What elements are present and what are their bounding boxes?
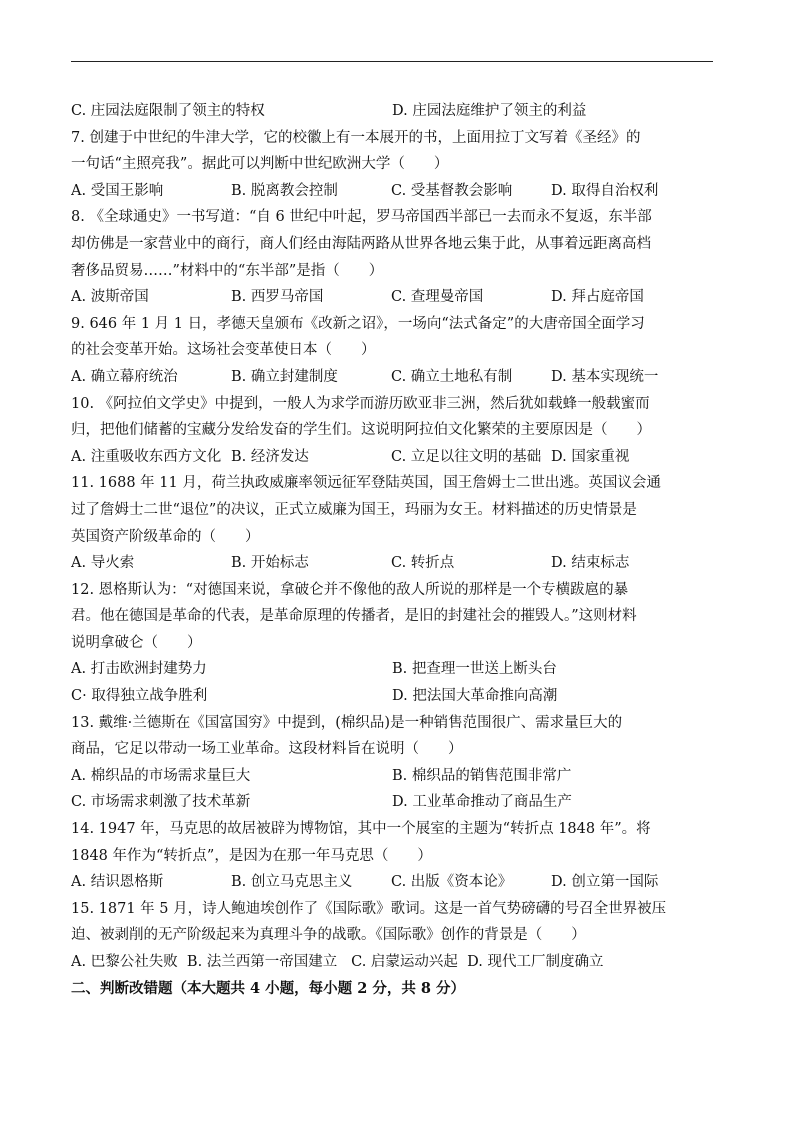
option-d: D. 创立第一国际 — [551, 874, 659, 891]
question-text: 商品，它足以带动一场工业革命。这段材料旨在说明（ ） — [71, 741, 463, 758]
question-14 — [71, 816, 713, 896]
options-row — [71, 178, 713, 205]
option-a: A. 巴黎公社失败 — [71, 954, 178, 970]
exam-content — [71, 98, 713, 1002]
option-b: B. 法兰西第一帝国建立 — [186, 954, 338, 970]
question-8 — [71, 204, 713, 310]
carry-over-options — [71, 98, 713, 125]
question-text: 12. 恩格斯认为：“对德国来说，拿破仑并不像他的敌人所说的那样是一个专横跋扈的暴 — [71, 581, 629, 598]
option-b: B. 确立封建制度 — [231, 368, 338, 385]
option-b: B. 开始标志 — [231, 555, 309, 572]
question-text: 13. 戴维·兰德斯在《国富国穷》中提到，(棉织品)是一种销售范围很广、需求量巨大的 — [71, 714, 623, 731]
options-row — [71, 869, 713, 896]
option-c: C. 查理曼帝国 — [391, 289, 484, 306]
option-c: C· 取得独立战争胜利 — [71, 688, 208, 705]
question-text: 14. 1947 年，马克思的故居被辟为博物馆，其中一个展室的主题为“转折点 1848 年”。将 — [71, 821, 651, 838]
options-row — [71, 550, 713, 577]
option-a: A. 打击欧洲封建势力 — [71, 661, 207, 678]
option-a: A. 受国王影响 — [71, 182, 164, 199]
question-text: 说明拿破仑（ ） — [71, 634, 202, 651]
question-text: 一句话“主照亮我”。据此可以判断中世纪欧洲大学（ ） — [71, 156, 449, 173]
option-d: D. 把法国大革命推向高潮 — [392, 688, 558, 705]
option-c: C. 确立土地私有制 — [391, 368, 513, 385]
option-c: C. 市场需求刺激了技术革新 — [71, 794, 251, 811]
option-c: C. 立足以往文明的基础 — [391, 448, 542, 465]
option-b: B. 创立马克思主义 — [231, 874, 353, 891]
question-text: 10. 《阿拉伯文学史》中提到，一般人为求学而游历欧亚非三洲，然后犹如载蜂一般载蜜而 — [71, 395, 650, 412]
question-12 — [71, 577, 713, 710]
option-c: C. 启蒙运动兴起 — [351, 954, 458, 970]
option-a: A. 注重吸收东西方文化 — [71, 448, 222, 465]
options-row — [71, 763, 713, 790]
question-text: 的社会变革开始。这场社会变革使日本（ ） — [71, 342, 376, 359]
option-d: D. 庄园法庭维护了领主的利益 — [392, 103, 587, 119]
option-a: A. 波斯帝国 — [71, 289, 149, 306]
option-d: D. 现代工厂制度确立 — [467, 954, 604, 970]
option-c: C. 出版《资本论》 — [391, 874, 513, 891]
options-row — [71, 284, 713, 311]
option-c: C. 庄园法庭限制了领主的特权 — [71, 103, 265, 119]
question-text: 英国资产阶级革命的（ ） — [71, 528, 260, 545]
option-d: D. 取得自治权利 — [551, 182, 659, 199]
question-text: 奢侈品贸易……”材料中的“东半部”是指（ ） — [71, 262, 384, 279]
options-row — [71, 364, 713, 391]
question-text: 11. 1688 年 11 月，荷兰执政威廉率领远征军登陆英国，国王詹姆士二世出逃。英国议会通 — [71, 475, 661, 492]
question-7 — [71, 125, 713, 205]
options-row — [71, 949, 713, 976]
question-text: 过了詹姆士二世“退位”的决议，正式立威廉为国王，玛丽为女王。材料描述的历史情景是 — [71, 501, 637, 518]
option-b: B. 把查理一世送上断头台 — [392, 661, 557, 678]
question-text: 迫、被剥削的无产阶级起来为真理斗争的战歌。《国际歌》创作的背景是（ ） — [71, 927, 586, 944]
question-13 — [71, 710, 713, 816]
option-d: D. 基本实现统一 — [551, 368, 659, 385]
options-row — [71, 444, 713, 471]
option-a: A. 结识恩格斯 — [71, 874, 164, 891]
option-a: A. 棉织品的市场需求量巨大 — [71, 767, 251, 784]
question-text: 归，把他们储蓄的宝藏分发给发奋的学生们。这说明阿拉伯文化繁荣的主要原因是（ ） — [71, 422, 651, 439]
option-b: B. 经济发达 — [231, 448, 309, 465]
section-heading: 二、判断改错题（本大题共 4 小题，每小题 2 分，共 8 分） — [71, 979, 466, 997]
option-a: A. 确立幕府统治 — [71, 368, 178, 385]
question-10 — [71, 391, 713, 471]
option-d: D. 工业革命推动了商品生产 — [392, 794, 572, 811]
option-d: D. 拜占庭帝国 — [551, 289, 644, 306]
option-c: C. 转折点 — [391, 555, 455, 572]
question-text: 君。他在德国是革命的代表，是革命原理的传播者，是旧的封建社会的摧毁人。”这则材料 — [71, 608, 637, 625]
question-text: 15. 1871 年 5 月，诗人鲍迪埃创作了《国际歌》歌词。这是一首气势磅礴的号召全世界被压 — [71, 900, 667, 917]
header-rule — [71, 61, 713, 62]
options-row — [71, 656, 713, 683]
options-row — [71, 789, 713, 816]
question-text: 9. 646 年 1 月 1 日，孝德天皇颁布《改新之诏》，一场向“法式备定”的大唐帝国全面学习 — [71, 315, 645, 332]
option-b: B. 脱离教会控制 — [231, 182, 338, 199]
question-11 — [71, 470, 713, 576]
question-9 — [71, 311, 713, 391]
option-d: D. 国家重视 — [551, 448, 630, 465]
question-text: 却仿佛是一家营业中的商行，商人们经由海陆两路从世界各地云集于此，从事着远距离高档 — [71, 235, 651, 252]
option-c: C. 受基督教会影响 — [391, 182, 513, 199]
question-text: 8. 《全球通史》一书写道：“自 6 世纪中叶起，罗马帝国西半部已一去而永不复返，东半部 — [71, 209, 652, 226]
option-b: B. 西罗马帝国 — [231, 289, 324, 306]
option-b: B. 棉织品的销售范围非常广 — [392, 767, 572, 784]
question-text: 7. 创建于中世纪的牛津大学，它的校徽上有一本展开的书，上面用拉丁文写着《圣经》的 — [71, 129, 641, 146]
option-a: A. 导火索 — [71, 555, 135, 572]
question-15 — [71, 896, 713, 976]
question-text: 1848 年作为“转折点”，是因为在那一年马克思（ ） — [71, 847, 432, 864]
option-d: D. 结束标志 — [551, 555, 630, 572]
options-row — [71, 683, 713, 710]
